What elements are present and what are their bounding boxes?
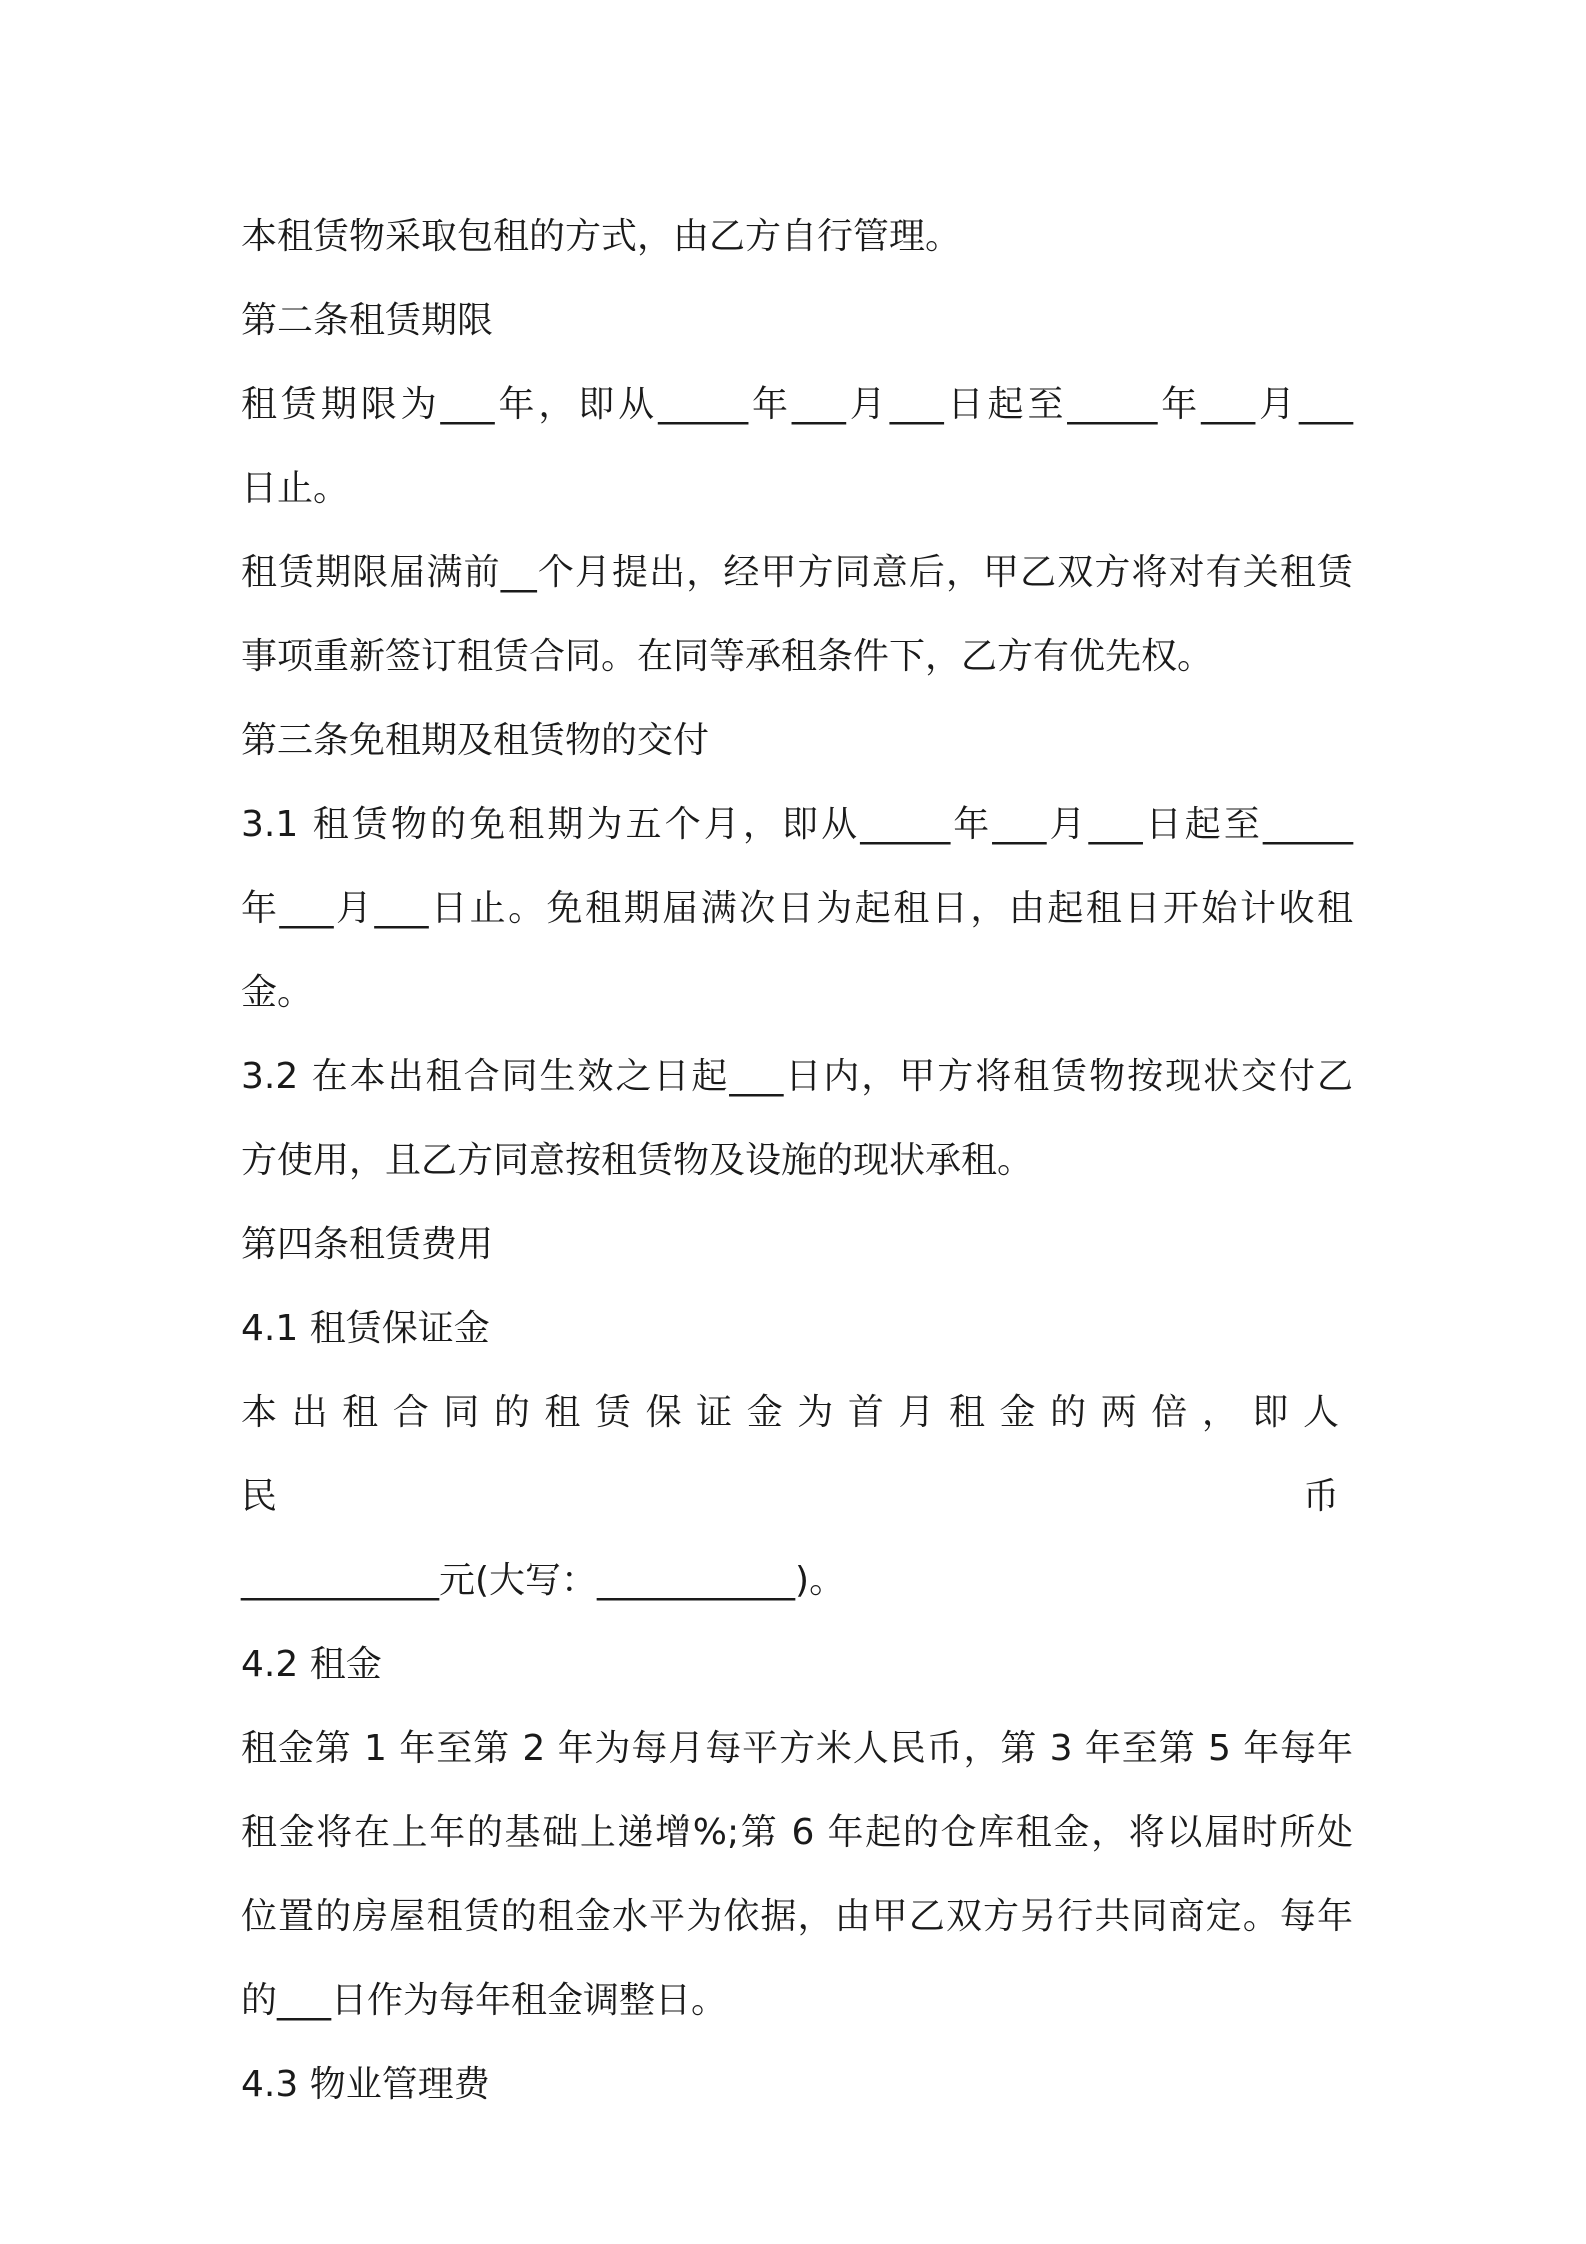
paragraph-line: ___________元(大写：___________)。 — [241, 1560, 846, 1601]
section-heading: 第三条免租期及租赁物的交付 — [241, 720, 710, 761]
paragraph-line: 本出租合同的租赁保证金为首月租金的两倍，即人民币 — [241, 1392, 1353, 1517]
document-body — [241, 195, 1353, 2127]
paragraph-line: 租赁期限届满前__个月提出，经甲方同意后，甲乙双方将对有关租赁 — [241, 552, 1353, 593]
paragraph-line: 日止。 — [241, 468, 350, 509]
paragraph-line: 租金将在上年的基础上递增%;第 6 年起的仓库租金，将以届时所处 — [241, 1812, 1353, 1853]
paragraph-line: 年___月___日止。免租期届满次日为起租日，由起租日开始计收租 — [241, 888, 1353, 929]
subsection-heading: 4.1 租赁保证金 — [241, 1308, 490, 1349]
section-heading: 第二条租赁期限 — [241, 300, 494, 341]
paragraph-line: 位置的房屋租赁的租金水平为依据，由甲乙双方另行共同商定。每年 — [241, 1896, 1353, 1937]
paragraph-line: 3.2 在本出租合同生效之日起___日内，甲方将租赁物按现状交付乙 — [241, 1056, 1353, 1097]
section-heading: 第四条租赁费用 — [241, 1224, 494, 1265]
paragraph-line: 事项重新签订租赁合同。在同等承租条件下，乙方有优先权。 — [241, 636, 1214, 677]
paragraph-line: 的___日作为每年租金调整日。 — [241, 1980, 728, 2021]
subsection-heading: 4.2 租金 — [241, 1644, 382, 1685]
paragraph-line: 方使用，且乙方同意按租赁物及设施的现状承租。 — [241, 1140, 1034, 1181]
subsection-heading: 4.3 物业管理费 — [241, 2064, 490, 2105]
paragraph-line: 金。 — [241, 972, 314, 1013]
paragraph-line: 3.1 租赁物的免租期为五个月，即从_____年___月___日起至_____ — [241, 804, 1353, 845]
paragraph-line: 租金第 1 年至第 2 年为每月每平方米人民币，第 3 年至第 5 年每年 — [241, 1728, 1353, 1769]
paragraph-line: 本租赁物采取包租的方式，由乙方自行管理。 — [241, 216, 962, 257]
paragraph-line: 租赁期限为___年，即从_____年___月___日起至_____年___月___ — [241, 384, 1353, 425]
